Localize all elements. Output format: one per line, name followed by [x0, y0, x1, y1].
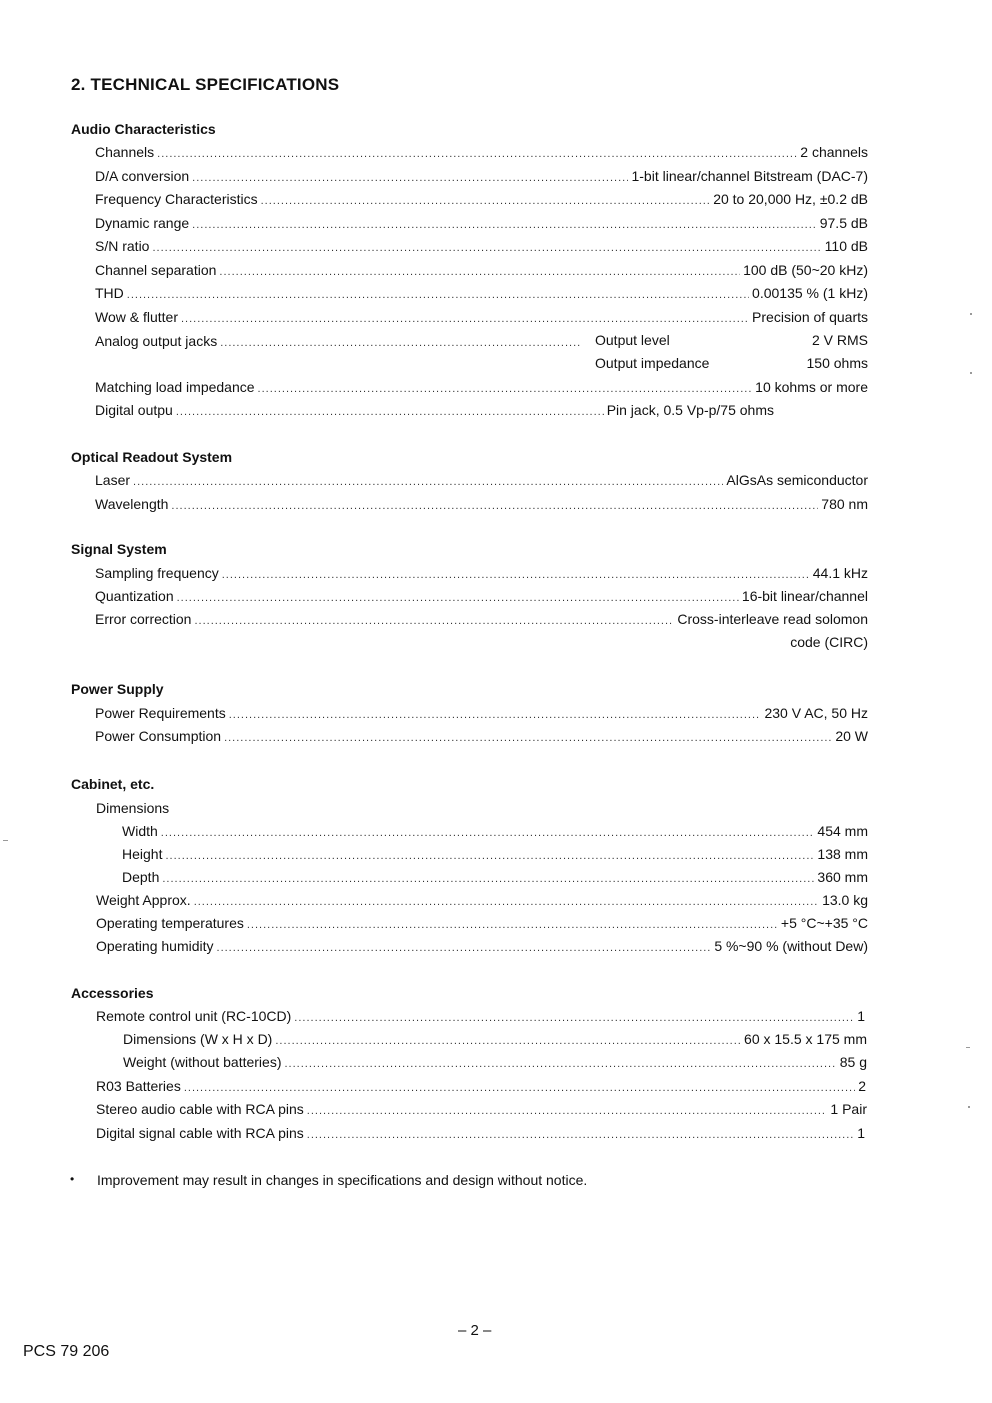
spec-value: +5 °C~+35 °C [780, 915, 868, 931]
footnote-bullet: • [70, 1172, 75, 1186]
section-heading-optical: Optical Readout System [71, 449, 233, 465]
leader-dots [194, 892, 819, 912]
spec-value: 5 %~90 % (without Dew) [714, 938, 868, 954]
spec-row [122, 821, 868, 841]
leader-dots [127, 285, 749, 305]
spec-row [96, 890, 868, 910]
leader-dots [152, 238, 821, 258]
spec-value: 360 mm [817, 869, 868, 885]
spec-value: 1 Pair [830, 1101, 867, 1117]
spec-row [96, 936, 868, 956]
spec-row [123, 1029, 867, 1049]
spec-value: 454 mm [817, 823, 868, 839]
spec-value: Precision of quarts [752, 309, 868, 325]
leader-dots [258, 379, 753, 399]
spec-label: Wow & flutter [95, 309, 178, 325]
leader-dots [194, 611, 674, 631]
spec-row [95, 236, 868, 256]
spec-value: 1-bit linear/channel Bitstream (DAC-7) [631, 168, 868, 184]
scan-speck [3, 840, 8, 841]
spec-value: 2 [858, 1078, 866, 1094]
spec-value: 60 x 15.5 x 175 mm [744, 1031, 867, 1047]
spec-label: Wavelength [95, 496, 169, 512]
spec-row [96, 1123, 865, 1143]
leader-dots [222, 565, 810, 585]
leader-dots [192, 168, 628, 188]
spec-row-analog [95, 331, 585, 351]
spec-label: Sampling frequency [95, 565, 219, 581]
spec-row [95, 142, 868, 162]
leader-dots [157, 144, 797, 164]
leader-dots [162, 869, 814, 889]
section-heading-power: Power Supply [71, 681, 164, 697]
leader-dots [133, 472, 723, 492]
spec-value: 1 [857, 1125, 865, 1141]
sub-label: Output level [595, 332, 670, 348]
scan-speck [968, 1106, 970, 1108]
spec-value: 230 V AC, 50 Hz [764, 705, 868, 721]
spec-label: Channel separation [95, 262, 217, 278]
spec-value: 16-bit linear/channel [741, 588, 868, 604]
spec-label: Operating humidity [96, 938, 214, 954]
spec-label: Width [122, 823, 158, 839]
spec-row [95, 377, 868, 397]
spec-row [95, 726, 868, 746]
spec-row [95, 703, 868, 723]
spec-label: Error correction [95, 611, 192, 627]
spec-row [95, 307, 868, 327]
spec-value: 20 W [835, 728, 868, 744]
spec-row [95, 563, 868, 583]
leader-dots [229, 705, 762, 725]
spec-label: Stereo audio cable with RCA pins [96, 1101, 304, 1117]
sub-value: 150 ohms [806, 355, 868, 371]
leader-dots [307, 1101, 828, 1121]
leader-dots [217, 938, 712, 958]
dimensions-label: Dimensions [96, 800, 170, 816]
spec-value: 97.5 dB [819, 215, 868, 231]
spec-row [95, 609, 868, 629]
spec-label: S/N ratio [95, 238, 150, 254]
spec-label: Laser [95, 472, 131, 488]
spec-row [122, 844, 868, 864]
spec-label: Digital outpu [95, 402, 173, 418]
leader-dots [165, 846, 814, 866]
sub-value: 2 V RMS [811, 332, 868, 348]
spec-label: Channels [95, 144, 155, 160]
leader-dots [275, 1031, 741, 1051]
spec-row [95, 470, 868, 490]
leader-dots [171, 496, 818, 516]
spec-label: Power Requirements [95, 705, 226, 721]
spec-value: 1 [857, 1008, 865, 1024]
footnote: Improvement may result in changes in specifications and design without notice. [97, 1172, 588, 1188]
leader-dots [261, 191, 711, 211]
section-heading-cabinet: Cabinet, etc. [71, 776, 155, 792]
spec-value: 138 mm [817, 846, 868, 862]
spec-row [96, 913, 868, 933]
spec-label: Matching load impedance [95, 379, 255, 395]
spec-value: 2 channels [800, 144, 868, 160]
spec-label: Quantization [95, 588, 174, 604]
leader-dots [181, 309, 749, 329]
spec-label: THD [95, 285, 124, 301]
spec-label: Depth [122, 869, 160, 885]
spec-label: D/A conversion [95, 168, 190, 184]
spec-label: Power Consumption [95, 728, 222, 744]
spec-row [95, 283, 868, 303]
scan-speck [970, 313, 972, 315]
spec-label: Frequency Characteristics [95, 191, 258, 207]
spec-value: 20 to 20,000 Hz, ±0.2 dB [713, 191, 868, 207]
spec-value: 44.1 kHz [812, 565, 868, 581]
spec-row [122, 867, 868, 887]
section-heading-signal: Signal System [71, 541, 167, 557]
analog-output-level [595, 330, 868, 350]
spec-label: Digital signal cable with RCA pins [96, 1125, 304, 1141]
spec-label: Weight Approx. [96, 892, 191, 908]
spec-row [95, 586, 868, 606]
leader-dots [224, 728, 832, 748]
spec-label: Operating temperatures [96, 915, 244, 931]
leader-dots [184, 1078, 855, 1098]
leader-dots [307, 1125, 854, 1145]
leader-dots [247, 915, 778, 935]
page-number: – 2 – [458, 1322, 492, 1339]
spec-label: Dimensions (W x H x D) [123, 1031, 273, 1047]
spec-value: 100 dB (50~20 kHz) [743, 262, 868, 278]
spec-row [95, 400, 774, 420]
scan-speck [970, 372, 972, 374]
spec-value: 780 nm [821, 496, 868, 512]
spec-label: Weight (without batteries) [123, 1054, 282, 1070]
spec-value: 110 dB [824, 238, 868, 254]
spec-row [96, 1006, 865, 1026]
section-heading-audio: Audio Characteristics [71, 121, 216, 137]
sub-label: Output impedance [595, 355, 710, 371]
spec-label: Dynamic range [95, 215, 190, 231]
spec-row [96, 1076, 866, 1096]
spec-row [95, 494, 868, 514]
spec-value: 13.0 kg [822, 892, 868, 908]
spec-row [95, 189, 868, 209]
spec-label: Remote control unit (RC-10CD) [96, 1008, 292, 1024]
leader-dots [284, 1054, 836, 1074]
leader-dots [192, 215, 817, 235]
spec-row [95, 166, 868, 186]
analog-output-impedance [595, 353, 868, 373]
leader-dots [219, 262, 740, 282]
leader-dots [294, 1008, 854, 1028]
spec-row [123, 1052, 867, 1072]
page-title: 2. TECHNICAL SPECIFICATIONS [71, 75, 340, 94]
leader-dots [176, 402, 604, 422]
spec-label: Height [122, 846, 163, 862]
spec-value: 0.00135 % (1 kHz) [752, 285, 868, 301]
spec-row [96, 1099, 867, 1119]
spec-value: Pin jack, 0.5 Vp-p/75 ohms [606, 402, 774, 418]
spec-value: Cross-interleave read solomon [677, 611, 868, 627]
spec-label: R03 Batteries [96, 1078, 181, 1094]
leader-dots [220, 333, 582, 353]
spec-row [95, 260, 868, 280]
document-id: PCS 79 206 [23, 1343, 110, 1360]
spec-value: 85 g [839, 1054, 867, 1070]
spec-value: 10 kohms or more [755, 379, 868, 395]
spec-value: AlGsAs semiconductor [726, 472, 868, 488]
scan-speck [966, 1047, 970, 1048]
spec-label: Analog output jacks [95, 333, 218, 349]
spec-value-continued: code (CIRC) [790, 634, 868, 650]
leader-dots [161, 823, 815, 843]
spec-row [95, 213, 868, 233]
leader-dots [177, 588, 739, 608]
section-heading-accessories: Accessories [71, 985, 154, 1001]
